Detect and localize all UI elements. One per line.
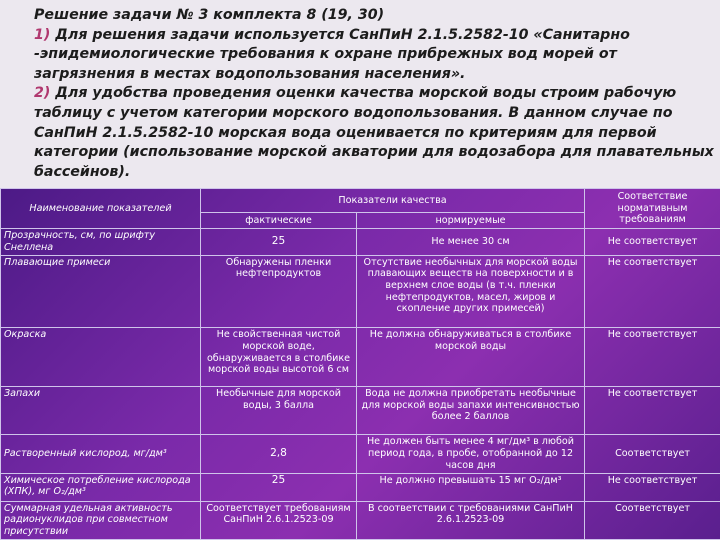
table-row [1,229,720,255]
paragraph-2-number: 2) [34,85,51,102]
paragraph-1-number: 1) [34,26,51,43]
header-quality: Показатели качества [201,189,585,213]
header-actual: фактические [201,213,357,229]
table-row [1,473,720,501]
row-normative: Вода не должна приобретать необычные для морской воды запахи интенсивностью более 2 баллов [357,386,585,434]
row-normative: В соответствии с требованиями СанПиН 2.6.1.2523-09 [357,501,585,539]
header-name: Наименование показателей [1,189,201,229]
solution-heading: Решение задачи № 3 комплекта 8 (19, 30) [34,7,385,23]
header-compliance: Соответствие нормативным требованиям [585,189,720,229]
table-header-row [1,189,720,213]
row-normative: Не должна обнаруживаться в столбике морской воды [357,328,585,387]
row-normative: Не должно превышать 15 мг О₂/дм³ [357,473,585,501]
paragraph-2-text: Для удобства проведения оценки качества морской воды строим рабочую таблицу с учетом категории морского водопользования. В данном случае по СанПиН 2.1.5.2582-10 морская вода оценивается по критериям для первой категории (использование морской акватории для водозабора для плавательных бассейнов). [34,85,714,180]
row-normative: Не должен быть менее 4 мг/дм³ в любой период года, в пробе, отобранной до 12 часов дня [357,435,585,473]
row-compliance: Не соответствует [585,386,720,434]
row-name: Прозрачность, см, по шрифту Снеллена [1,229,201,255]
row-compliance: Не соответствует [585,328,720,387]
row-actual: 25 [201,473,357,501]
row-compliance: Не соответствует [585,229,720,255]
row-actual: Обнаружены пленки нефтепродуктов [201,255,357,328]
row-compliance: Не соответствует [585,473,720,501]
intro-text [8,6,716,182]
row-compliance: Соответствует [585,501,720,539]
row-actual: Необычные для морской воды, 3 балла [201,386,357,434]
table-row [1,435,720,473]
row-actual: 2,8 [201,435,357,473]
row-name: Суммарная удельная активность радионуклидов при совместном присутствии [1,501,201,539]
table-row [1,255,720,328]
row-compliance: Соответствует [585,435,720,473]
paragraph-1-text: Для решения задачи используется СанПиН 2.1.5.2582-10 «Санитарно -эпидемиологические требования к охране прибрежных вод морей от загрязнения в местах водопользования населения». [34,26,630,82]
table-row [1,501,720,539]
row-name: Плавающие примеси [1,255,201,328]
row-actual: Не свойственная чистой морской воде, обнаруживается в столбике морской воды высотой 6 см [201,328,357,387]
row-name: Химическое потребление кислорода (ХПК), мг О₂/дм³ [1,473,201,501]
table-row [1,328,720,387]
table-row [1,386,720,434]
row-normative: Отсутствие необычных для морской воды плавающих веществ на поверхности и в верхнем слое воды (в т.ч. пленки нефтепродуктов, масел, жиров и скопление других примесей) [357,255,585,328]
row-normative: Не менее 30 см [357,229,585,255]
quality-table-panel [0,188,720,540]
row-name: Запахи [1,386,201,434]
row-name: Растворенный кислород, мг/дм³ [1,435,201,473]
row-actual: 25 [201,229,357,255]
row-actual: Соответствует требованиям СанПиН 2.6.1.2523-09 [201,501,357,539]
paragraph-2 [8,84,716,182]
row-name: Окраска [1,328,201,387]
header-normative: нормируемые [357,213,585,229]
paragraph-1 [8,26,716,85]
row-compliance: Не соответствует [585,255,720,328]
quality-table [0,188,720,540]
